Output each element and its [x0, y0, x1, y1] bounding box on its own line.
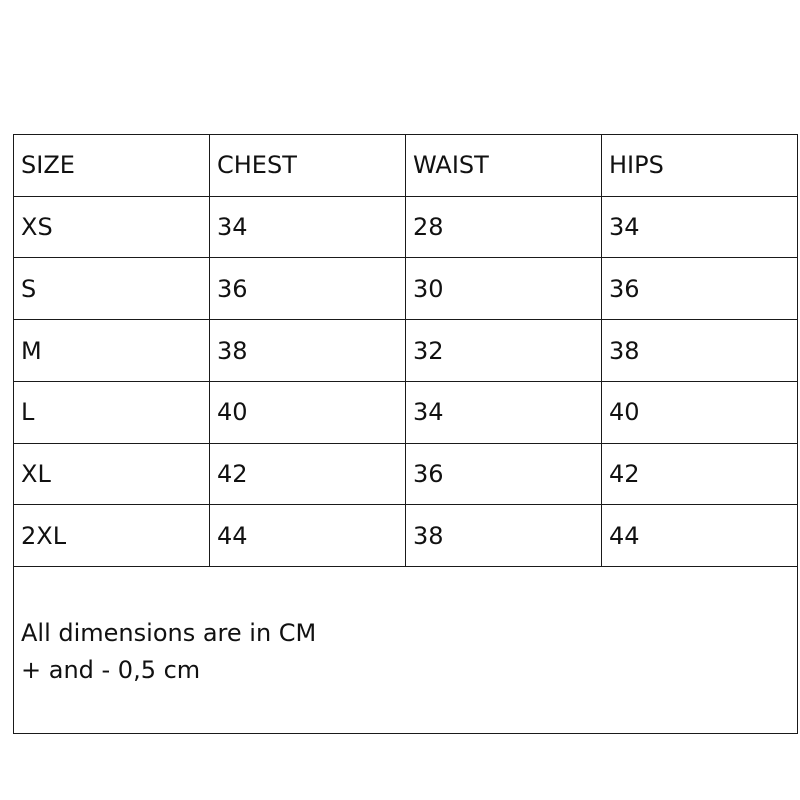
cell-waist: 28 — [406, 196, 602, 258]
cell-hips: 34 — [602, 196, 798, 258]
cell-chest: 44 — [210, 505, 406, 567]
cell-hips: 40 — [602, 381, 798, 443]
cell-waist: 34 — [406, 381, 602, 443]
cell-chest: 38 — [210, 320, 406, 382]
cell-waist: 38 — [406, 505, 602, 567]
cell-size: XL — [14, 443, 210, 505]
cell-hips: 42 — [602, 443, 798, 505]
size-chart-table — [13, 134, 798, 734]
note-tolerance: + and - 0,5 cm — [21, 656, 201, 685]
column-header-chest: CHEST — [210, 135, 406, 197]
cell-hips: 44 — [602, 505, 798, 567]
column-header-hips: HIPS — [602, 135, 798, 197]
cell-size: L — [14, 381, 210, 443]
cell-waist: 32 — [406, 320, 602, 382]
table-header-row — [14, 135, 798, 197]
table-note-row — [14, 567, 798, 734]
table-row — [14, 258, 798, 320]
cell-waist: 36 — [406, 443, 602, 505]
cell-chest: 40 — [210, 381, 406, 443]
cell-size: XS — [14, 196, 210, 258]
cell-hips: 38 — [602, 320, 798, 382]
cell-chest: 34 — [210, 196, 406, 258]
cell-chest: 36 — [210, 258, 406, 320]
table-row — [14, 196, 798, 258]
column-header-size: SIZE — [14, 135, 210, 197]
note-units: All dimensions are in CM — [21, 619, 317, 648]
table-row — [14, 381, 798, 443]
cell-hips: 36 — [602, 258, 798, 320]
table-row — [14, 443, 798, 505]
cell-size: M — [14, 320, 210, 382]
cell-waist: 30 — [406, 258, 602, 320]
table-row — [14, 320, 798, 382]
table-row — [14, 505, 798, 567]
cell-size: 2XL — [14, 505, 210, 567]
cell-chest: 42 — [210, 443, 406, 505]
cell-size: S — [14, 258, 210, 320]
column-header-waist: WAIST — [406, 135, 602, 197]
measurement-note — [14, 567, 798, 734]
